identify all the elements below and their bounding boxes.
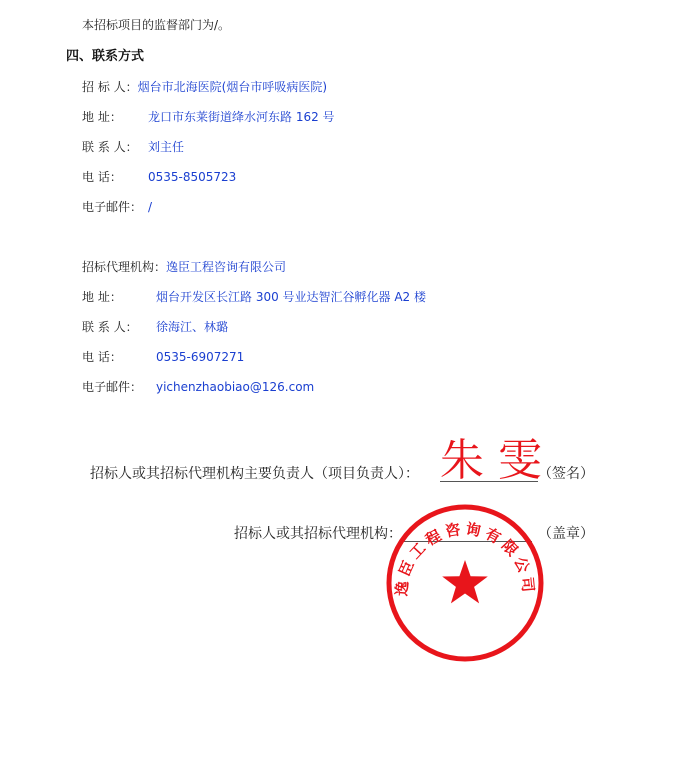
signature-text: 朱 雯: [440, 435, 542, 484]
row-value: 龙口市东莱街道绛水河东路 162 号: [148, 110, 335, 124]
row-label: 地 址：: [82, 290, 122, 304]
row-label: 电 话：: [82, 170, 122, 184]
row-value: 徐海江、林璐: [156, 320, 229, 334]
row-value: 烟台开发区长江路 300 号业达智汇谷孵化器 A2 楼: [156, 290, 427, 304]
row-label: 电子邮件：: [82, 200, 143, 214]
row-value: 烟台市北海医院(烟台市呼吸病医院): [137, 80, 328, 94]
row-label: 电子邮件：: [82, 380, 143, 394]
row-label: 联 系 人：: [82, 140, 138, 154]
row-value: 0535-8505723: [148, 170, 237, 184]
row-value: /: [148, 200, 153, 214]
sign-suffix: （签名）: [538, 466, 594, 482]
row-label: 电 话：: [82, 350, 122, 364]
supervision-line: 本招标项目的监督部门为/。: [82, 18, 231, 32]
row-value: 逸臣工程咨询有限公司: [166, 260, 287, 274]
agency-address-row: [82, 286, 426, 305]
row-value: 0535-6907271: [156, 350, 245, 364]
seal-suffix: （盖章）: [538, 526, 594, 542]
agency-email-row: [82, 376, 314, 395]
seal-arc-text: 逸臣工程咨询有限公司: [392, 519, 538, 597]
tenderer-row: [82, 76, 327, 95]
tenderer-contact-row: [82, 136, 184, 155]
agency-phone-row: [82, 346, 244, 365]
row-value: 刘主任: [148, 140, 185, 154]
seal-star-icon: [442, 560, 488, 603]
row-label: 联 系 人：: [82, 320, 138, 334]
tenderer-email-row: [82, 196, 152, 215]
row-label: 地 址：: [82, 110, 122, 124]
tenderer-phone-row: [82, 166, 236, 185]
row-value: yichenzhaobiao@126.com: [156, 380, 315, 394]
handwritten-signature: [440, 428, 565, 484]
row-label: 招 标 人：: [82, 80, 138, 94]
org-text: 招标人或其招标代理机构：: [234, 526, 402, 542]
tenderer-address-row: [82, 106, 335, 125]
company-seal: [384, 502, 546, 664]
agency-row: [82, 256, 286, 275]
row-label: 招标代理机构：: [82, 260, 167, 274]
agency-contact-row: [82, 316, 228, 335]
section-title: 四、联系方式: [66, 49, 145, 64]
responsible-person-text: 招标人或其招标代理机构主要负责人（项目负责人）：: [90, 466, 419, 482]
